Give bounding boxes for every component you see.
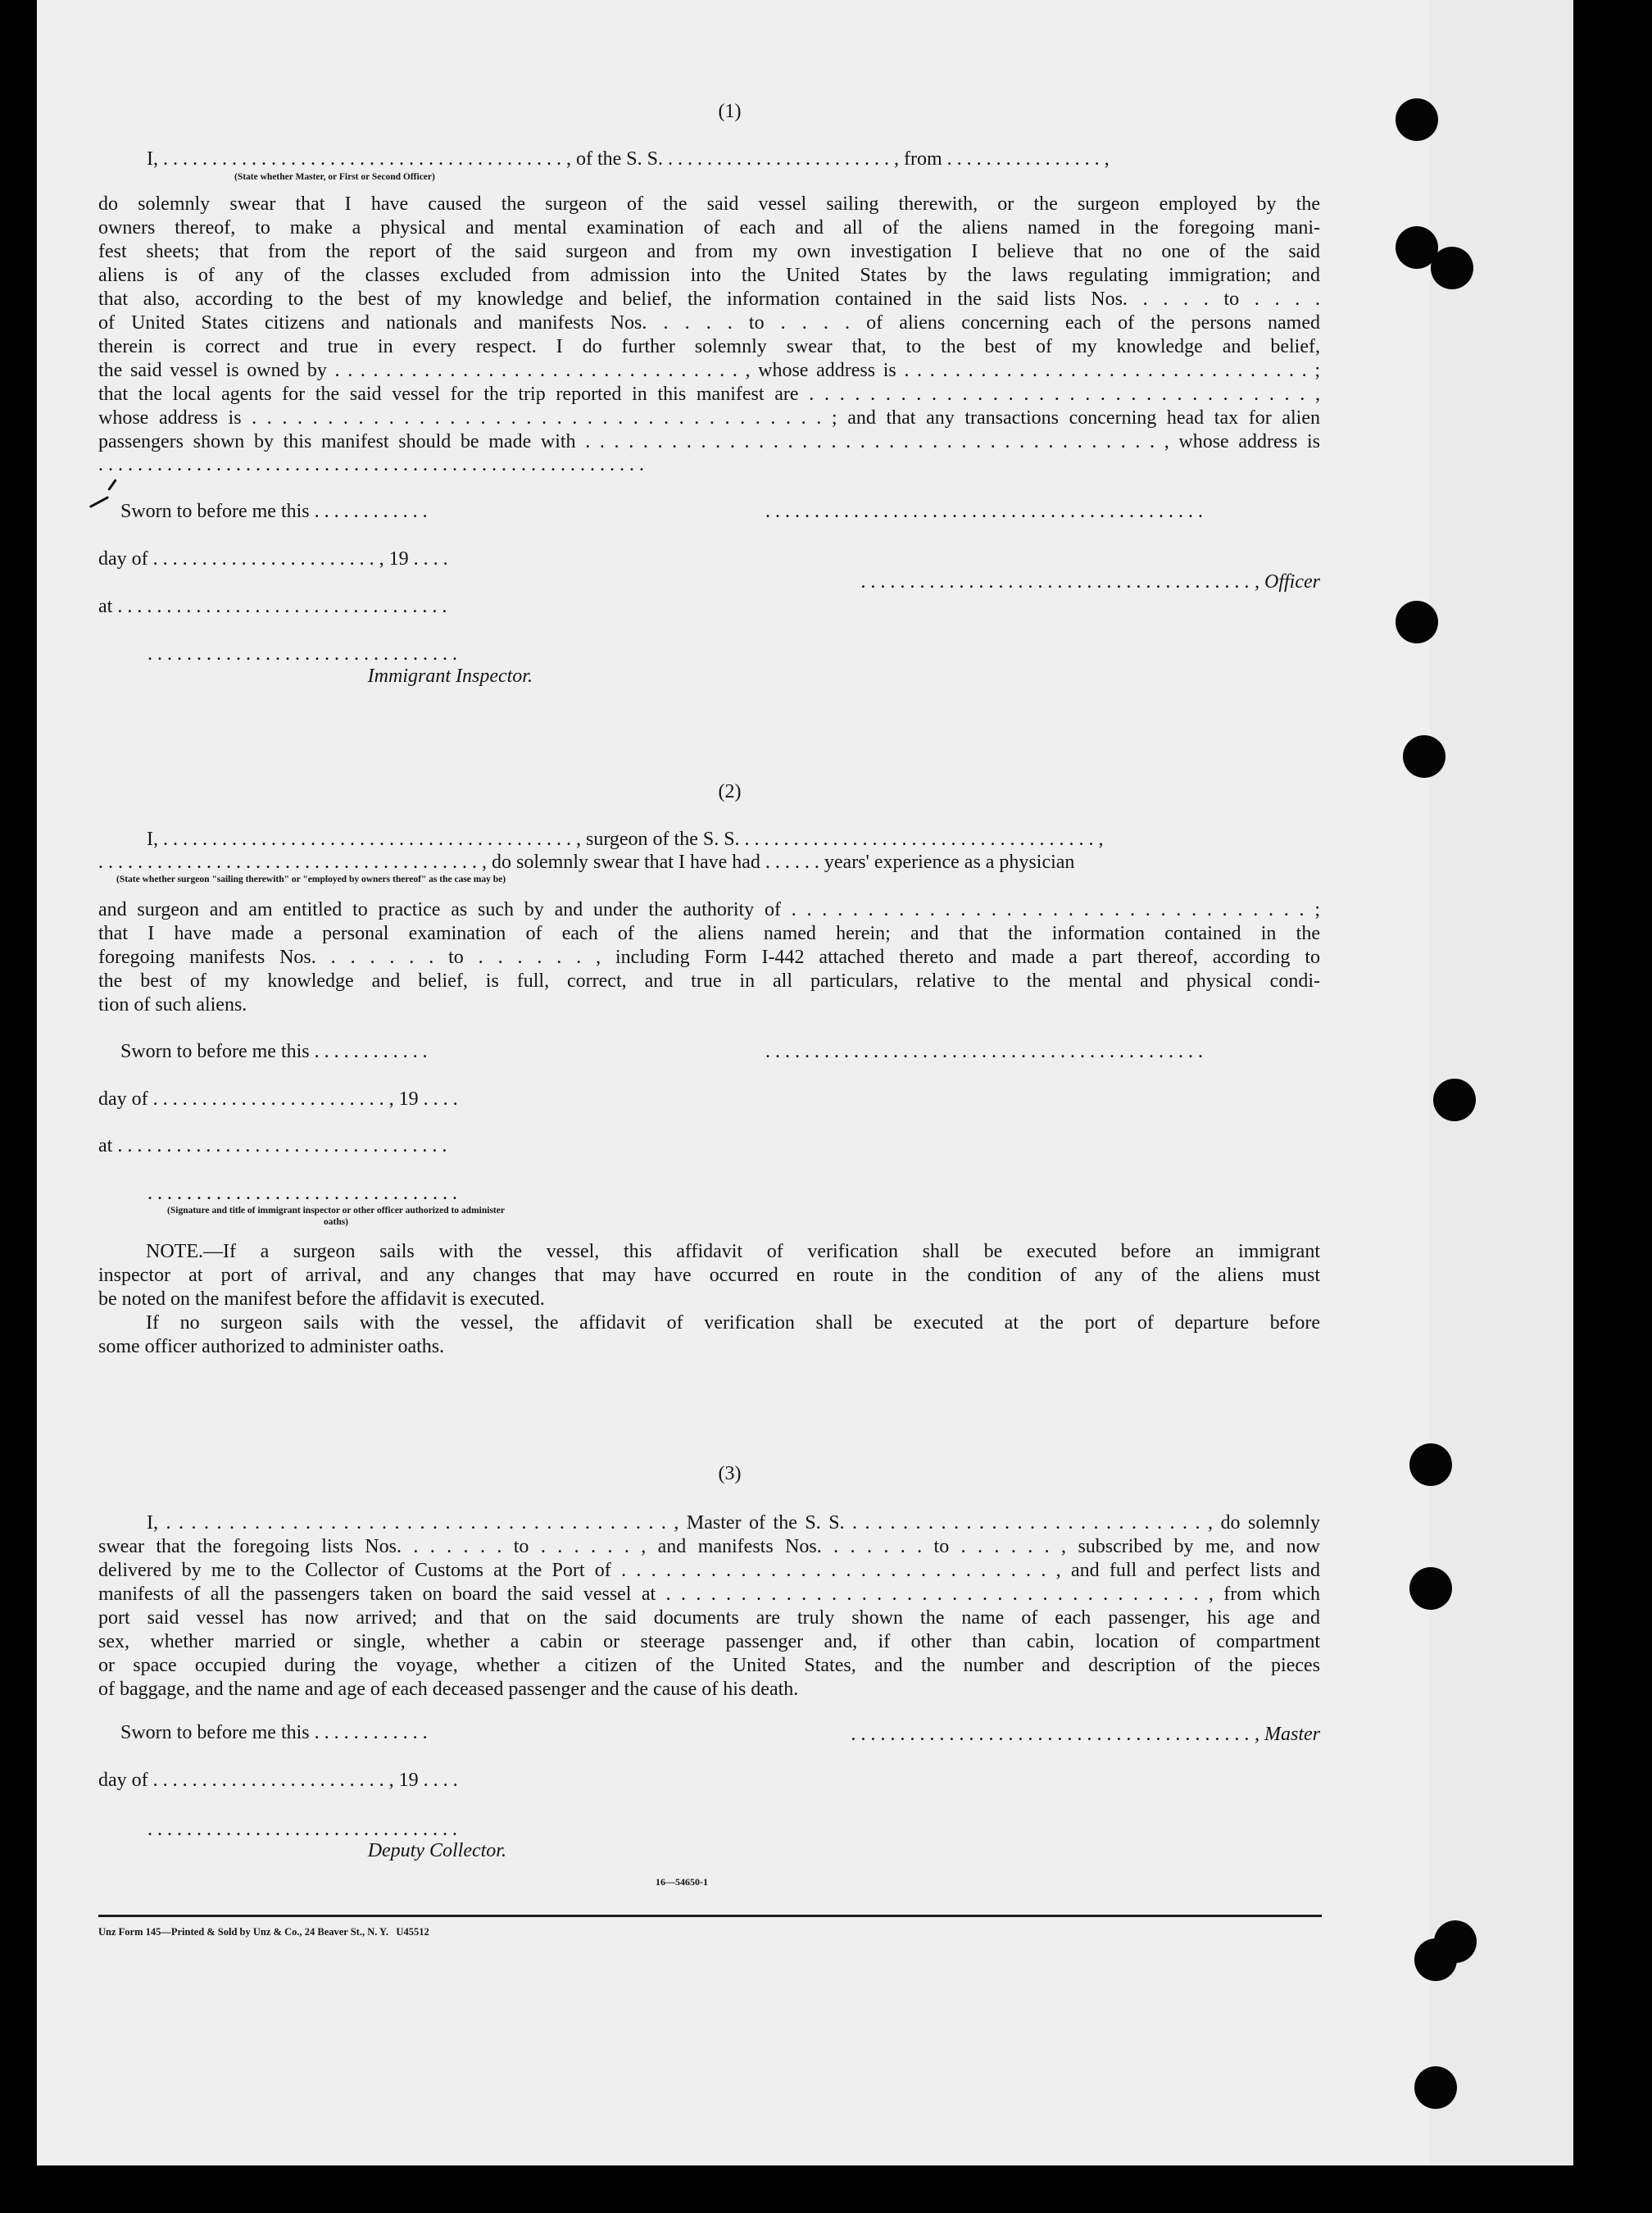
punch-hole (1396, 601, 1438, 643)
section-2-line-2: . . . . . . . . . . . . . . . . . . . . . . . . . . . . . . . . . . . . . . . , do solemnly swear that I have had . . . . . . years' experience as a physician (98, 852, 1075, 873)
body-line: the best of my knowledge and belief, is full, correct, and true in all particulars, relative to the mental and physical condi- (98, 970, 1320, 992)
punch-hole (1396, 98, 1438, 141)
punch-hole (1409, 1567, 1452, 1610)
section-1-officer-line: . . . . . . . . . . . . . . . . . . . . . . . . . . . . . . . . . . . . . . . . , Officer (861, 571, 1320, 593)
punch-hole (1431, 247, 1473, 289)
body-line: manifests of all the passengers taken on board the said vessel at . . . . . . . . . . . . . . . . . . . . . . . . . . . . . . . . . . . . , from which (98, 1584, 1320, 1605)
body-line: swear that the foregoing lists Nos. . . . . . . to . . . . . . , and manifests Nos. . . . . . . to . . . . . . , subscribed by me, and now (98, 1536, 1320, 1557)
body-line: and surgeon and am entitled to practice as such by and under the authority of . . . . . . . . . . . . . . . . . . . . . . . . . . . . . . . . . . ; (98, 899, 1320, 920)
body-line: that I have made a personal examination of each of the aliens named herein; and that the information contained in the (98, 923, 1320, 944)
footer-rule (98, 1915, 1322, 1917)
section-3-collector-title: Deputy Collector. (367, 1840, 506, 1861)
section-3-collector-dots: . . . . . . . . . . . . . . . . . . . . . . . . . . . . . . . . (148, 1819, 457, 1840)
body-line: sex, whether married or single, whether a cabin or steerage passenger and, if other than cabin, location of compartment (98, 1631, 1320, 1652)
body-line: owners thereof, to make a physical and mental examination of each and all of the aliens named in the foregoing mani- (98, 217, 1320, 239)
section-1-inspector-dots: . . . . . . . . . . . . . . . . . . . . . . . . . . . . . . . . (148, 643, 457, 665)
body-line: I, . . . . . . . . . . . . . . . . . . . . . . . . . . . . . . . . . . . . . . . . , Master of the S. S. . . . . . . . . . . . . . . . . . . . . . . . . . . . . , do solemnly (147, 1512, 1320, 1534)
form-number: 16—54650-1 (656, 1876, 708, 1888)
section-2-signature-line: . . . . . . . . . . . . . . . . . . . . . . . . . . . . . . . . . . . . . . . . . . . . . (765, 1041, 1203, 1062)
section-2-day-of: day of . . . . . . . . . . . . . . . . . . . . . . . . , 19 . . . . (98, 1088, 458, 1110)
body-line: delivered by me to the Collector of Customs at the Port of . . . . . . . . . . . . . . . . . . . . . . . . . . . . . , and full and perfect lists and (98, 1560, 1320, 1581)
body-line: tion of such aliens. (98, 994, 247, 1016)
section-2-line-2-note: (State whether surgeon "sailing therewith" or "employed by owners thereof" as the case may be) (116, 875, 506, 884)
pen-mark (107, 479, 117, 491)
section-2-line-1: I, . . . . . . . . . . . . . . . . . . . . . . . . . . . . . . . . . . . . . . . . . . , surgeon of the S. S. . . . . . . . . . . . . . . . . . . . . . . . . . . . . . . . . . . . . , (147, 829, 1104, 850)
body-line: the said vessel is owned by . . . . . . . . . . . . . . . . . . . . . . . . . . . . . . . . , whose address is . . . . . . . . . . . . . . . . . . . . . . . . . . . . . . . . ; (98, 360, 1320, 381)
section-3-number: (3) (718, 1463, 742, 1484)
note-line (146, 1240, 1320, 1264)
section-1-number: (1) (718, 101, 742, 122)
section-3-master-line: . . . . . . . . . . . . . . . . . . . . . . . . . . . . . . . . . . . . . . . . . , Master (851, 1724, 1320, 1745)
body-line: passengers shown by this manifest should be made with . . . . . . . . . . . . . . . . . . . . . . . . . . . . . . . . . . . . . . . . , whose address is (98, 431, 1320, 452)
body-line: of United States citizens and nationals and manifests Nos. . . . . to . . . . of aliens concerning each of the persons named (98, 312, 1320, 334)
body-line: do solemnly swear that I have caused the surgeon of the said vessel sailing therewith, or the surgeon employed by the (98, 193, 1320, 215)
section-1-line-1: I, . . . . . . . . . . . . . . . . . . . . . . . . . . . . . . . . . . . . . . . . . , of the S. S. . . . . . . . . . . . . . . . . . . . . . . . , from . . . . . . . . . . . . . . . . , (147, 148, 1110, 170)
note-text: —If a surgeon sails with the vessel, this affidavit of verification shall be executed before an immigrant (202, 1241, 1320, 1262)
section-1-day-of: day of . . . . . . . . . . . . . . . . . . . . . . . , 19 . . . . (98, 548, 448, 570)
body-line: that also, according to the best of my knowledge and belief, the information contained in the said lists Nos. . . . . to . . . . (98, 289, 1320, 310)
section-1-sworn: Sworn to before me this . . . . . . . . . . . . (120, 501, 428, 522)
body-line: therein is correct and true in every respect. I do further solemnly swear that, to the best of my knowledge and belief, (98, 336, 1320, 357)
section-3-sworn: Sworn to before me this . . . . . . . . . . . . (120, 1722, 428, 1743)
section-1-signature-line: . . . . . . . . . . . . . . . . . . . . . . . . . . . . . . . . . . . . . . . . . . . . . (765, 501, 1203, 522)
note-line: If no surgeon sails with the vessel, the affidavit of verification shall be executed at the port of departure before (146, 1312, 1320, 1334)
section-2-at: at . . . . . . . . . . . . . . . . . . . . . . . . . . . . . . . . . . (98, 1135, 447, 1156)
body-line: aliens is of any of the classes excluded from admission into the United States by the laws regulating immigration; and (98, 265, 1320, 286)
punch-hole (1414, 1938, 1457, 1981)
note-label: NOTE. (146, 1241, 203, 1262)
body-line: or space occupied during the voyage, whether a citizen of the United States, and the number and description of the pieces (98, 1655, 1320, 1676)
section-1-at: at . . . . . . . . . . . . . . . . . . . . . . . . . . . . . . . . . . (98, 596, 447, 617)
section-2-signature-block-note: (Signature and title of immigrant inspector or other officer authorized to administer oaths) (167, 1206, 505, 1227)
section-1-inspector-title: Immigrant Inspector. (367, 666, 533, 687)
printer-imprint: Unz Form 145—Printed & Sold by Unz & Co., 24 Beaver St., N. Y. U45512 (98, 1926, 429, 1938)
body-line: of baggage, and the name and age of each deceased passenger and the cause of his death. (98, 1679, 799, 1700)
note-line: be noted on the manifest before the affidavit is executed. (98, 1288, 545, 1310)
pen-mark (89, 496, 109, 508)
trailing-dots: . . . . . . . . . . . . . . . . . . . . . . . . . . . . . . . . . . . . . . . . . . . . . . . . . . . . . . . . (98, 454, 644, 475)
section-3-day-of: day of . . . . . . . . . . . . . . . . . . . . . . . . , 19 . . . . (98, 1770, 458, 1791)
section-2-signature-block-dots: . . . . . . . . . . . . . . . . . . . . . . . . . . . . . . . . (148, 1183, 457, 1204)
body-line: whose address is . . . . . . . . . . . . . . . . . . . . . . . . . . . . . . . . . . . . . . ; and that any transactions concerning head tax for alien (98, 407, 1320, 429)
section-2-sworn: Sworn to before me this . . . . . . . . . . . . (120, 1041, 428, 1062)
document-page (37, 0, 1536, 2165)
section-1-line-1-note: (State whether Master, or First or Second Officer) (234, 172, 435, 182)
body-line: foregoing manifests Nos. . . . . . . to . . . . . . , including Form I-442 attached thereto and made a part thereof, according to (98, 947, 1320, 968)
punch-hole (1409, 1443, 1452, 1486)
note-line: some officer authorized to administer oaths. (98, 1336, 445, 1357)
body-line: fest sheets; that from the report of the said surgeon and from my own investigation I believe that no one of the said (98, 241, 1320, 262)
punch-hole (1414, 2066, 1457, 2109)
section-2-number: (2) (718, 781, 742, 802)
note-line: inspector at port of arrival, and any changes that may have occurred en route in the condition of any of the aliens must (98, 1265, 1320, 1286)
body-line: that the local agents for the said vessel for the trip reported in this manifest are . . . . . . . . . . . . . . . . . . . . . . . . . . . . . . . . . , (98, 384, 1320, 405)
body-line: port said vessel has now arrived; and that on the said documents are truly shown the name of each passenger, his age and (98, 1607, 1320, 1629)
punch-hole (1403, 735, 1446, 778)
punch-hole (1433, 1079, 1476, 1121)
